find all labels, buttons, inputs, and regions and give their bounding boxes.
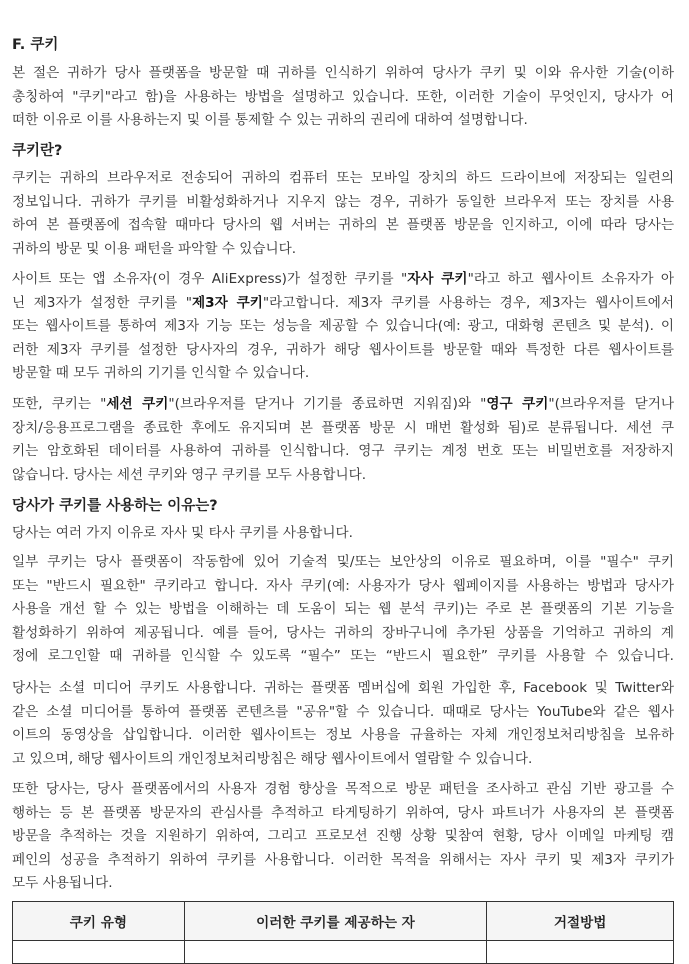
table-row	[13, 941, 674, 964]
text-line: 귀하의 방문 및 이용 패턴을 파악할 수 있습니다.	[12, 240, 297, 257]
cookie-types-table	[12, 901, 674, 964]
text-line: 러한 제3자 쿠키를 설정한 당사자의 경우, 귀하가 해당 웹사이트를 방문할 때와 특정한 다른 웹사이트를	[12, 341, 674, 358]
text-line: 않습니다. 당사는 세션 쿠키와 영구 쿠키를 모두 사용합니다.	[12, 466, 367, 483]
text-line: 정보입니다. 귀하가 쿠키를 비활성화하거나 지우지 않는 경우, 귀하가 동일한 브라우저 또는 장치를 사용	[12, 193, 674, 210]
text-line: 쿠키는 귀하의 브라우저로 전송되어 귀하의 컴퓨터 또는 모바일 장치의 하드 드라이브에 저장되는 일련의	[12, 170, 674, 186]
term-session-cookie: 세션 쿠키	[106, 396, 169, 412]
column-header-provider: 이러한 쿠키를 제공하는 자	[184, 902, 487, 941]
session-persistent-paragraph	[12, 393, 674, 487]
text-line: 하여 본 플랫폼에 접속할 때마다 당사의 웹 서버는 귀하의 본 플랫폼 방문을 인지하고, 이에 따라 당사는	[12, 217, 674, 234]
table-cell	[184, 941, 487, 964]
table-cell	[487, 941, 674, 964]
what-are-cookies-paragraph	[12, 167, 674, 261]
text-line: 또한, 쿠키는 "세션 쿠키"(브라우저를 닫거나 기기를 종료하면 지워짐)와 "영구 쿠키"(브라우저를 닫거나	[12, 396, 674, 412]
text-line: 사용을 개선 할 수 있는 방법을 이해하는 데 도움이 되는 웹 분석 쿠키)는 주로 본 플랫폼의 기본 기능을	[12, 601, 674, 618]
subheading-why-use-cookies: 당사가 쿠키를 사용하는 이유는?	[12, 498, 218, 514]
text-line: 본 절은 귀하가 당사 플랫폼을 방문할 때 귀하를 인식하기 위하여 당사가 쿠키 및 이와 유사한 기술(이하	[12, 65, 674, 81]
text-line: 활성화하기 위하여 제공됩니다. 예를 들어, 당사는 귀하의 장바구니에 추가된 상품을 기억하고 귀하의 계	[12, 624, 674, 641]
text-line: 또한 당사는, 당사 플랫폼에서의 사용자 경험 향상을 목적으로 방문 패턴을 조사하고 관심 기반 광고를 수	[12, 781, 674, 797]
column-header-opt-out: 거절방법	[487, 902, 674, 941]
text-line: 사이트 또는 앱 소유자(이 경우 AliExpress)가 설정한 쿠키를 "자사 쿠키"라고 하고 웹사이트 소유자가 아	[12, 271, 674, 287]
text-line: 총칭하여 "쿠키"라고 함)을 사용하는 방법을 설명하고 있습니다. 또한, 이러한 기술이 무엇인지, 당사가 어	[12, 88, 674, 105]
table-header-row	[13, 902, 674, 941]
text-line: 또는 웹사이트를 통하여 제3자 기능 또는 성능을 제공할 수 있습니다(예: 광고, 대화형 콘텐츠 및 분석). 이	[12, 318, 674, 335]
text-line: 닌 제3자가 설정한 쿠키를 "제3자 쿠키"라고합니다. 제3자 쿠키를 사용하는 경우, 제3자는 웹사이트에서	[12, 294, 674, 311]
text-line: 일부 쿠키는 당사 플랫폼이 작동함에 있어 기술적 및/또는 보안상의 이유로 필요하며, 이를 "필수" 쿠키	[12, 554, 674, 570]
term-persistent-cookie: 영구 쿠키	[486, 396, 549, 412]
term-first-party-cookie: 자사 쿠키	[407, 271, 468, 287]
text-line: 방문할 때 모두 귀하의 기기를 인식할 수 있습니다.	[12, 365, 310, 382]
text-line: 장치/응용프로그램을 종료한 후에도 유지되며 본 플랫폼 방문 시 매번 활성화 됨)로 분류됩니다. 세션 쿠	[12, 419, 674, 436]
text-line: 또는 "반드시 필요한" 쿠키라고 합니다. 자사 쿠키(예: 사용자가 당사 웹페이지를 사용하는 방법과 당사가	[12, 577, 674, 594]
cookies-intro-paragraph	[12, 62, 674, 133]
first-third-party-paragraph	[12, 268, 674, 386]
section-heading-cookies: F. 쿠키	[12, 37, 59, 53]
why-cookies-intro	[12, 522, 674, 546]
text-line: 당사는 여러 가지 이유로 자사 및 타사 쿠키를 사용합니다.	[12, 525, 353, 541]
text-line: 모두 사용됩니다.	[12, 875, 113, 892]
text-line: 떠한 이유로 이를 사용하는지 및 이를 통제할 수 있는 귀하의 권리에 대하여 설명합니다.	[12, 112, 528, 129]
text-line: 키는 암호화된 데이터를 사용하여 귀하를 인식합니다. 영구 쿠키는 계정 번호 또는 비밀번호를 저장하지	[12, 443, 674, 460]
text-line: 페인의 성공을 추적하기 위하여 쿠키를 사용합니다. 이러한 목적을 위해서는 자사 쿠키 및 제3자 쿠키가	[12, 851, 674, 868]
text-line: 당사는 소셜 미디어 쿠키도 사용합니다. 귀하는 플랫폼 멤버십에 회원 가입한 후, Facebook 및 Twitter와	[12, 680, 674, 696]
subheading-what-are-cookies: 쿠키란?	[12, 143, 63, 159]
text-line: 정에 로그인할 때 귀하를 인식할 수 있도록 “필수” 또는 “반드시 필요한” 쿠키를 사용할 수 있습니다.	[12, 648, 674, 665]
text-line: 이트의 동영상을 삽입합니다. 이러한 웹사이트는 정보 사용을 규율하는 자체 개인정보처리방침을 보유하	[12, 727, 674, 744]
text-line: 방문을 추적하는 것을 지원하기 위하여, 그리고 프로모션 진행 상황 및참여 현황, 당사 이메일 마케팅 캠	[12, 828, 674, 845]
table-cell	[13, 941, 185, 964]
tracking-cookies-paragraph	[12, 778, 674, 896]
text-line: 행하는 등 본 플랫폼 방문자의 관심사를 추적하고 타게팅하기 위하여, 당사 파트너가 사용자의 본 플랫폼	[12, 804, 674, 821]
text-line: 같은 소셜 미디어를 통하여 플랫폼 콘텐츠를 "공유"할 수 있습니다. 때때로 당사는 YouTube와 같은 웹사	[12, 703, 674, 720]
term-third-party-cookie: 제3자 쿠키	[192, 294, 263, 311]
essential-cookies-paragraph	[12, 551, 674, 669]
social-media-cookies-paragraph	[12, 677, 674, 771]
column-header-cookie-type: 쿠키 유형	[13, 902, 185, 941]
text-line: 고 있으며, 해당 웹사이트의 개인정보처리방침은 해당 웹사이트에서 열람할 수 있습니다.	[12, 750, 533, 767]
